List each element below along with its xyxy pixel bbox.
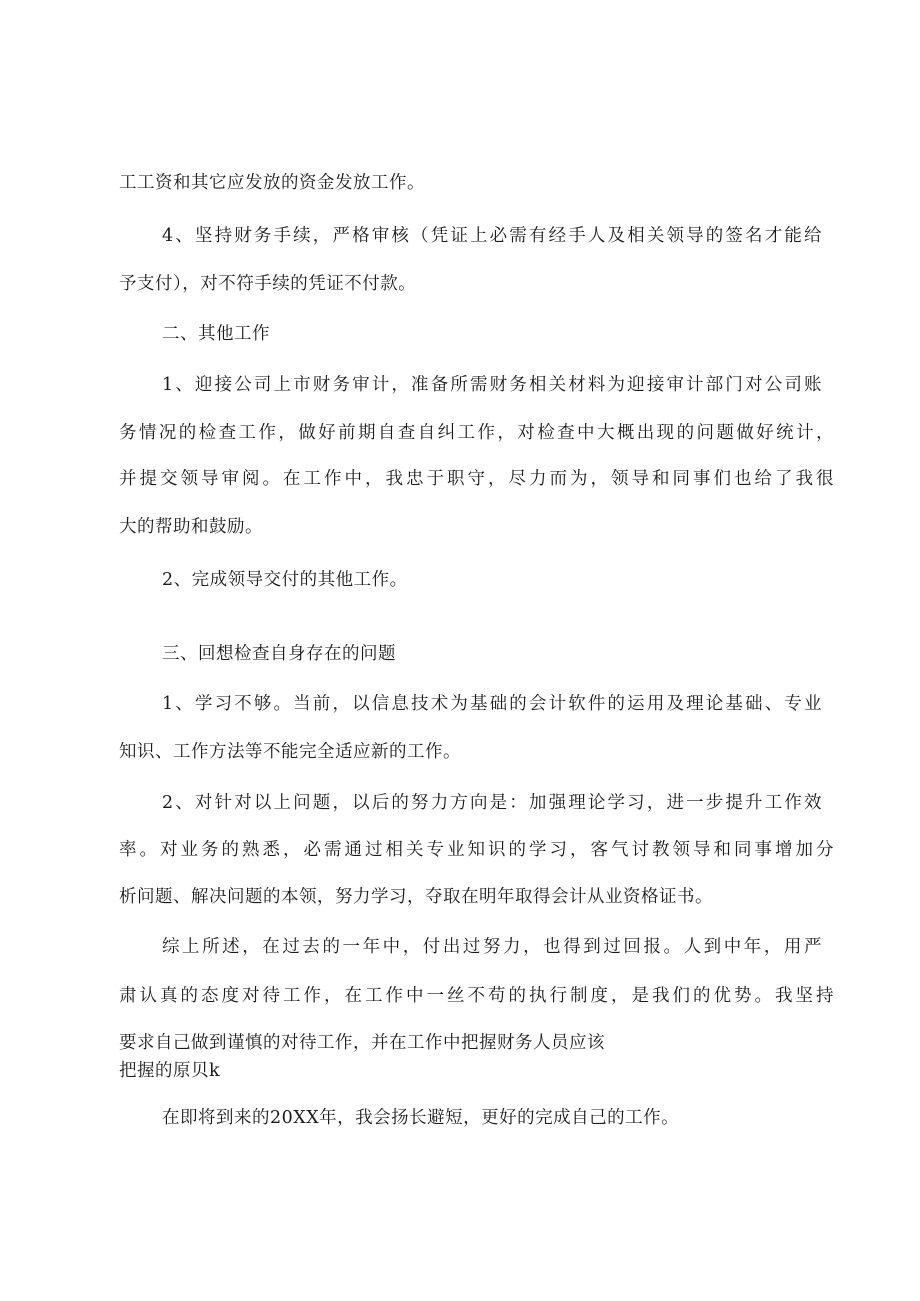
text-line: 知识、工作方法等不能完全适应新的工作。 xyxy=(119,742,461,762)
text-line: 2、完成领导交付的其他工作。 xyxy=(162,570,408,590)
text-line: 综上所述，在过去的一年中，付出过努力，也得到过回报。人到中年，用严 xyxy=(162,937,822,957)
text-line: 工工资和其它应发放的资金发放工作。 xyxy=(119,173,425,193)
text-line: 4、坚持财务手续，严格审核（凭证上必需有经手人及相关领导的签名才能给 xyxy=(162,226,822,246)
text-line: 1、学习不够。当前，以信息技术为基础的会计软件的运用及理论基础、专业 xyxy=(162,694,822,714)
section-heading: 三、回想检查自身存在的问题 xyxy=(162,644,396,664)
text-line: 予支付），对不符手续的凭证不付款。 xyxy=(119,274,417,294)
section-heading: 二、其他工作 xyxy=(162,324,270,344)
text-line: 肃认真的态度对待工作，在工作中一丝不苟的执行制度，是我们的优势。我坚持 xyxy=(119,986,834,1006)
text-line: 1、迎接公司上市财务审计，准备所需财务相关材料为迎接审计部门对公司账 xyxy=(162,375,822,395)
text-line: 在即将到来的20XX年，我会扬长避短，更好的完成自己的工作。 xyxy=(162,1108,680,1128)
text-line: 务情况的检查工作，做好前期自查自纠工作，对检查中大概出现的问题做好统计， xyxy=(119,423,834,443)
text-line: 2、对针对以上问题，以后的努力方向是：加强理论学习，进一步提升工作效 xyxy=(162,793,822,813)
text-line: 把握的原贝k xyxy=(119,1061,221,1081)
text-line: 率。对业务的熟悉，必需通过相关专业知识的学习，客气讨教领导和同事增加分 xyxy=(119,840,834,860)
text-line: 要求自己做到谨慎的对待工作，并在工作中把握财务人员应该 xyxy=(119,1033,605,1053)
text-line: 大的帮助和鼓励。 xyxy=(119,517,263,537)
text-line: 并提交领导审阅。在工作中，我忠于职守，尽力而为，领导和同事们也给了我很 xyxy=(119,469,834,489)
text-line: 析问题、解决问题的本领，努力学习，夺取在明年取得会计从业资格证书。 xyxy=(119,887,713,907)
